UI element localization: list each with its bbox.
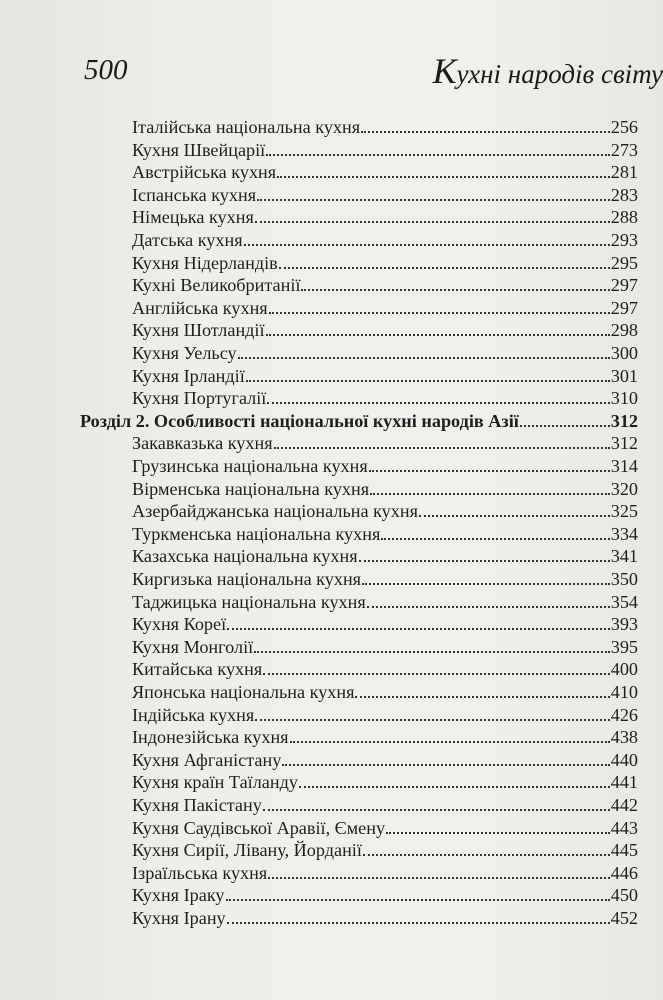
dot-leader bbox=[367, 606, 610, 608]
toc-entry bbox=[132, 862, 638, 884]
toc-entry-page: 341 bbox=[610, 546, 638, 567]
dot-leader bbox=[255, 719, 609, 721]
toc-entry-page: 446 bbox=[610, 862, 638, 883]
dot-leader bbox=[362, 583, 610, 585]
toc-entry bbox=[132, 116, 638, 138]
running-title-initial: К bbox=[432, 51, 457, 91]
toc-entry bbox=[132, 365, 638, 387]
toc-entry bbox=[132, 387, 638, 409]
dot-leader bbox=[282, 764, 609, 766]
toc-entry bbox=[132, 817, 638, 839]
toc-section-entry bbox=[80, 410, 638, 432]
toc-entry-page: 438 bbox=[610, 727, 638, 748]
toc-entry-title: Іспанська кухня bbox=[132, 184, 257, 205]
dot-leader bbox=[227, 922, 610, 924]
toc-entry-page: 443 bbox=[610, 817, 638, 838]
toc-entry-title: Кухня країн Таїланду bbox=[132, 772, 298, 793]
toc-entry-page: 312 bbox=[610, 433, 638, 454]
dot-leader bbox=[266, 154, 609, 156]
toc-entry bbox=[132, 726, 638, 748]
toc-entry bbox=[132, 139, 638, 161]
toc-entry-title: Таджицька національна кухня bbox=[132, 591, 366, 612]
dot-leader bbox=[267, 402, 609, 404]
toc-entry-page: 354 bbox=[610, 591, 638, 612]
toc-entry-page: 281 bbox=[610, 162, 638, 183]
toc-entry-title: Кухня Швейцарії bbox=[132, 139, 266, 160]
toc-entry bbox=[132, 636, 638, 658]
toc-entry-title: Італійська національна кухня bbox=[132, 117, 361, 137]
toc-entry bbox=[132, 206, 638, 228]
toc-entry-title: Кухня Афганістану bbox=[132, 749, 282, 770]
toc-entry bbox=[132, 432, 638, 454]
dot-leader bbox=[299, 786, 610, 788]
toc-entry-page: 325 bbox=[610, 501, 638, 522]
dot-leader bbox=[227, 628, 610, 630]
toc-entry bbox=[132, 839, 638, 861]
toc-entry bbox=[132, 545, 638, 567]
dot-leader bbox=[269, 312, 610, 314]
toc-entry-title: Кухня Шотландії bbox=[132, 320, 265, 341]
toc-entry-title: Кухня Монголії bbox=[132, 636, 254, 657]
toc-entry-page: 450 bbox=[610, 885, 638, 906]
toc-entry-title: Індонезійська кухня bbox=[132, 727, 289, 748]
toc-entry-page: 293 bbox=[610, 230, 638, 250]
dot-leader bbox=[255, 221, 610, 223]
toc-entry-page: 442 bbox=[610, 795, 638, 815]
toc-entry-page: 395 bbox=[610, 636, 638, 657]
toc-entry-title: Туркменська національна кухня bbox=[132, 523, 381, 544]
toc-entry-title: Кухня Ірану bbox=[132, 908, 226, 928]
toc-entry-title: Вірменська національна кухня bbox=[132, 478, 370, 499]
dot-leader bbox=[254, 651, 610, 653]
toc-entry-page: 273 bbox=[610, 139, 638, 160]
page-header bbox=[0, 46, 663, 92]
toc-entry bbox=[132, 161, 638, 183]
toc-entry-title: Індійська кухня bbox=[132, 704, 255, 725]
toc-entry-title: Ізраїльська кухня bbox=[132, 862, 268, 883]
toc-entry bbox=[132, 252, 638, 274]
toc-entry-page: 283 bbox=[610, 184, 638, 205]
toc-entry-title: Кухня Ірландії bbox=[132, 365, 245, 386]
toc-entry-page: 295 bbox=[610, 252, 638, 273]
dot-leader bbox=[369, 470, 610, 472]
toc-entry-title: Австрійська кухня bbox=[132, 162, 277, 183]
toc-entry bbox=[132, 319, 638, 341]
toc-entry bbox=[132, 523, 638, 545]
dot-leader bbox=[520, 425, 610, 427]
toc-entry-page: 297 bbox=[610, 297, 638, 318]
toc-entry-title: Кухня Саудівської Аравії, Ємену bbox=[132, 817, 386, 838]
dot-leader bbox=[370, 493, 610, 495]
toc-entry-page: 300 bbox=[610, 343, 638, 363]
dot-leader bbox=[244, 244, 610, 246]
toc-entry-title: Розділ 2. Особливості національної кухні народів Азії bbox=[80, 410, 519, 431]
toc-entry-page: 298 bbox=[610, 320, 638, 341]
dot-leader bbox=[301, 289, 609, 291]
toc-entry bbox=[132, 884, 638, 906]
toc-entry bbox=[132, 907, 638, 929]
dot-leader bbox=[263, 673, 609, 675]
toc-entry-page: 310 bbox=[610, 388, 638, 409]
dot-leader bbox=[381, 538, 609, 540]
dot-leader bbox=[359, 560, 610, 562]
toc-entry bbox=[132, 568, 638, 590]
dot-leader bbox=[274, 447, 610, 449]
toc-entry bbox=[132, 591, 638, 613]
dot-leader bbox=[419, 515, 610, 517]
toc-entry-page: 314 bbox=[610, 456, 638, 476]
toc-entry bbox=[132, 184, 638, 206]
toc-entry bbox=[132, 229, 638, 251]
toc-entry bbox=[132, 342, 638, 364]
toc-entry-page: 312 bbox=[610, 410, 638, 431]
dot-leader bbox=[386, 832, 610, 834]
toc-entry bbox=[132, 274, 638, 296]
toc-entry-page: 297 bbox=[610, 275, 638, 296]
dot-leader bbox=[279, 267, 610, 269]
toc-entry-page: 426 bbox=[610, 704, 638, 725]
dot-leader bbox=[363, 854, 610, 856]
toc-entry-title: Кухня Португалії bbox=[132, 388, 267, 409]
toc-entry-title: Кухні Великобританії bbox=[132, 275, 301, 296]
toc-entry-page: 440 bbox=[610, 749, 638, 770]
toc-entry-title: Закавказька кухня bbox=[132, 433, 273, 454]
dot-leader bbox=[268, 877, 609, 879]
toc-entry-title: Японська національна кухня bbox=[132, 682, 355, 702]
toc-entry-title: Киргизька національна кухня bbox=[132, 569, 362, 589]
toc-entry-page: 334 bbox=[610, 523, 638, 544]
toc-entry bbox=[132, 794, 638, 816]
toc-entry bbox=[132, 658, 638, 680]
toc-entry-page: 350 bbox=[610, 569, 638, 589]
toc-entry-title: Казахська національна кухня bbox=[132, 546, 358, 567]
dot-leader bbox=[263, 809, 610, 811]
page-number: 500 bbox=[84, 54, 128, 86]
running-title-text: ухні народів світу bbox=[456, 59, 663, 89]
toc-entry-page: 410 bbox=[610, 682, 638, 702]
toc-entry-title: Німецька кухня bbox=[132, 207, 254, 228]
dot-leader bbox=[266, 334, 610, 336]
toc-entry-page: 288 bbox=[610, 207, 638, 228]
toc-entry-title: Азербайджанська національна кухня bbox=[132, 501, 418, 522]
dot-leader bbox=[290, 741, 610, 743]
toc-entry-title: Китайська кухня bbox=[132, 659, 263, 680]
toc-entry bbox=[132, 749, 638, 771]
toc-entry-page: 452 bbox=[610, 908, 638, 928]
toc-entry-page: 441 bbox=[610, 772, 638, 793]
toc-entry-title: Кухня Нідерландів bbox=[132, 252, 278, 273]
dot-leader bbox=[238, 357, 610, 359]
toc-entry bbox=[132, 455, 638, 477]
dot-leader bbox=[361, 131, 610, 133]
toc-entry bbox=[132, 771, 638, 793]
dot-leader bbox=[277, 176, 610, 178]
toc-entry-title: Датська кухня bbox=[132, 230, 243, 250]
dot-leader bbox=[246, 380, 610, 382]
running-title bbox=[433, 50, 663, 92]
toc-entry bbox=[132, 297, 638, 319]
toc-entry bbox=[132, 704, 638, 726]
toc-entry-title: Кухня Кореї bbox=[132, 614, 227, 635]
toc-entry-page: 256 bbox=[610, 117, 638, 137]
toc-entry-title: Кухня Іраку bbox=[132, 885, 225, 906]
toc-entry bbox=[132, 681, 638, 703]
toc-entry-title: Кухня Уельсу bbox=[132, 343, 237, 363]
toc-entry-title: Кухня Сирії, Лівану, Йорданії bbox=[132, 840, 362, 861]
toc-entry-page: 320 bbox=[610, 478, 638, 499]
toc-entry bbox=[132, 478, 638, 500]
toc-entry bbox=[132, 500, 638, 522]
toc-entry-title: Кухня Пакістану bbox=[132, 795, 262, 815]
toc-entry-page: 400 bbox=[610, 659, 638, 680]
toc-entry-title: Англійська кухня bbox=[132, 297, 268, 318]
dot-leader bbox=[355, 696, 609, 698]
dot-leader bbox=[226, 899, 610, 901]
toc-entry-title: Грузинська національна кухня bbox=[132, 456, 368, 476]
toc-entry-page: 393 bbox=[610, 614, 638, 635]
toc-entry-page: 301 bbox=[610, 365, 638, 386]
toc-entry bbox=[132, 613, 638, 635]
toc-entry-page: 445 bbox=[610, 840, 638, 861]
dot-leader bbox=[257, 199, 610, 201]
